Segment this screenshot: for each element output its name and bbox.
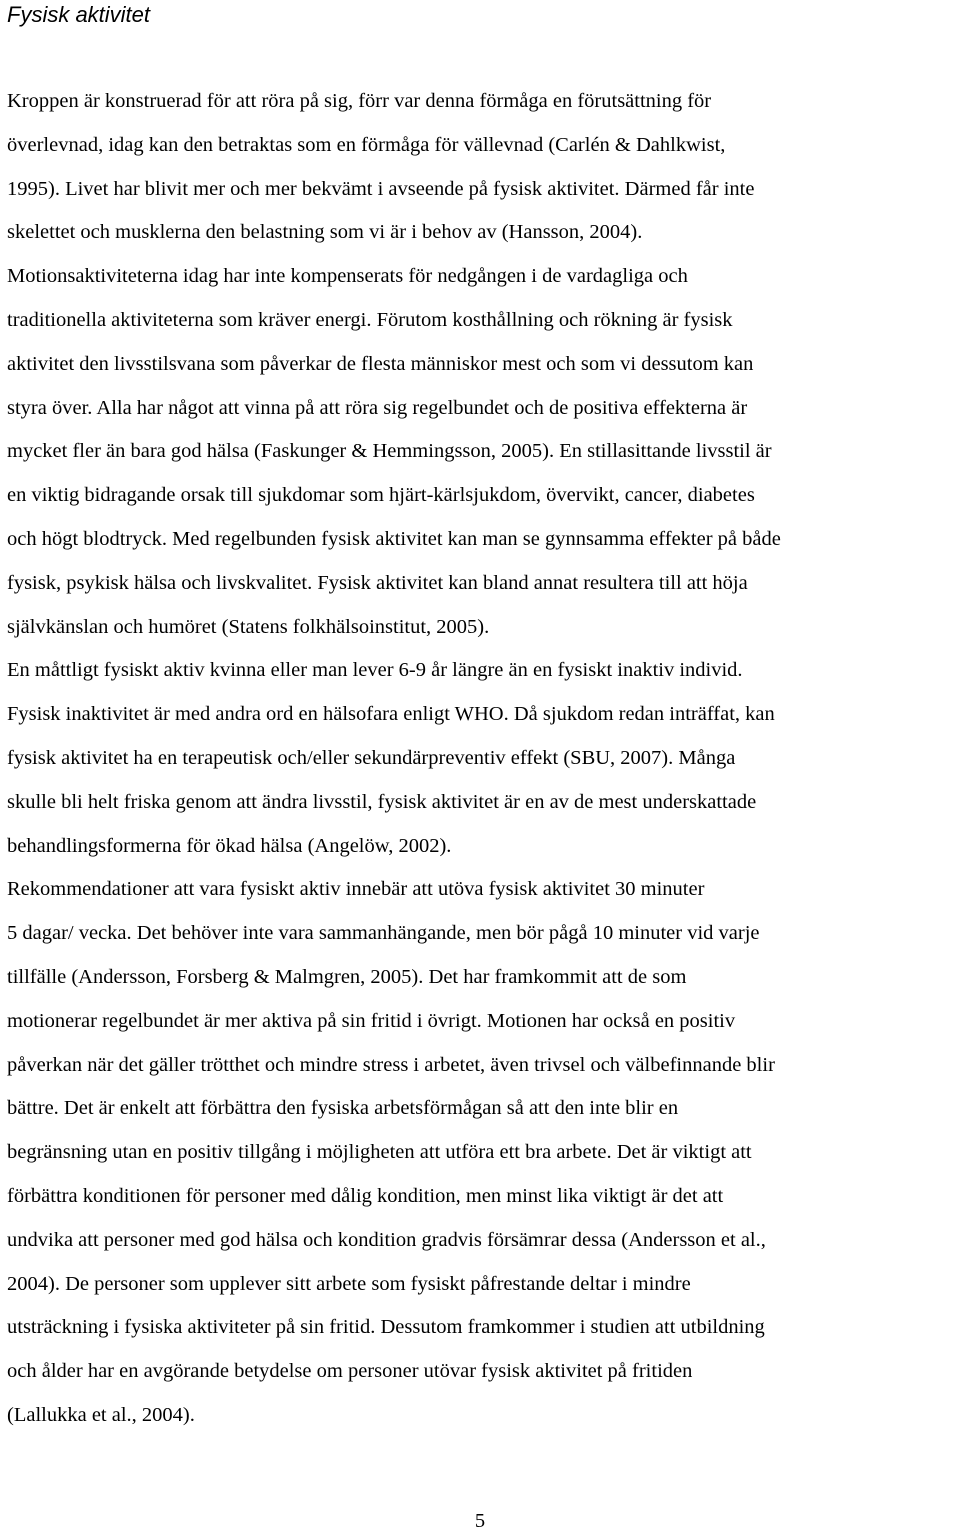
text-line: tillfälle (Andersson, Forsberg & Malmgren, 2005). Det har framkommit att de som <box>7 965 687 988</box>
text-line: en viktig bidragande orsak till sjukdomar som hjärt-kärlsjukdom, övervikt, cancer, diabetes <box>7 484 755 507</box>
text-line: Fysisk inaktivitet är med andra ord en hälsofara enligt WHO. Då sjukdom redan inträffat, kan <box>7 703 775 726</box>
text-line: skelettet och musklerna den belastning som vi är i behov av (Hansson, 2004). <box>7 221 643 244</box>
text-line: påverkan när det gäller trötthet och mindre stress i arbetet, även trivsel och välbefinnande blir <box>7 1053 775 1076</box>
section-heading: Fysisk aktivitet <box>7 2 151 27</box>
text-line: bättre. Det är enkelt att förbättra den fysiska arbetsförmågan så att den inte blir en <box>7 1097 679 1120</box>
text-line: traditionella aktiviteterna som kräver energi. Förutom kosthållning och rökning är fysisk <box>7 308 733 331</box>
page-number: 5 <box>474 1510 486 1532</box>
text-line: och högt blodtryck. Med regelbunden fysisk aktivitet kan man se gynnsamma effekter på både <box>7 527 781 550</box>
text-line: Rekommendationer att vara fysiskt aktiv innebär att utöva fysisk aktivitet 30 minuter <box>7 878 705 901</box>
text-line: begränsning utan en positiv tillgång i möjligheten att utföra ett bra arbete. Det är viktigt att <box>7 1141 752 1164</box>
text-line: förbättra konditionen för personer med dålig kondition, men minst lika viktigt är det att <box>7 1184 724 1207</box>
text-line: 5 dagar/ vecka. Det behöver inte vara sammanhängande, men bör pågå 10 minuter vid varje <box>7 922 760 945</box>
text-line: utsträckning i fysiska aktiviteter på sin fritid. Dessutom framkommer i studien att utbildning <box>7 1316 765 1339</box>
text-line: mycket fler än bara god hälsa (Faskunger & Hemmingsson, 2005). En stillasittande livsstil är <box>7 440 772 463</box>
text-line: (Lallukka et al., 2004). <box>7 1403 195 1426</box>
text-line: motionerar regelbundet är mer aktiva på sin fritid i övrigt. Motionen har också en positiv <box>7 1009 736 1032</box>
text-line: överlevnad, idag kan den betraktas som en förmåga för vällevnad (Carlén & Dahlkwist, <box>7 133 726 156</box>
text-line: skulle bli helt friska genom att ändra livsstil, fysisk aktivitet är en av de mest underskattade <box>7 790 757 813</box>
text-line: undvika att personer med god hälsa och kondition gradvis försämrar dessa (Andersson et al., <box>7 1228 766 1251</box>
text-line: självkänslan och humöret (Statens folkhälsoinstitut, 2005). <box>7 615 490 638</box>
text-line: 2004). De personer som upplever sitt arbete som fysiskt påfrestande deltar i mindre <box>7 1272 691 1295</box>
text-line: Motionsaktiviteterna idag har inte kompenserats för nedgången i de vardagliga och <box>7 265 688 288</box>
text-line: En måttligt fysiskt aktiv kvinna eller man lever 6-9 år längre än en fysiskt inaktiv individ. <box>7 659 743 682</box>
text-line: 1995). Livet har blivit mer och mer bekvämt i avseende på fysisk aktivitet. Därmed får inte <box>7 177 755 200</box>
text-line: aktivitet den livsstilsvana som påverkar de flesta människor mest och som vi dessutom kan <box>7 352 754 375</box>
text-line: Kroppen är konstruerad för att röra på sig, förr var denna förmåga en förutsättning för <box>7 90 712 112</box>
text-line: styra över. Alla har något att vinna på att röra sig regelbundet och de positiva effekterna är <box>7 396 748 419</box>
body-text <box>7 80 960 1438</box>
text-line: och ålder har en avgörande betydelse om personer utövar fysisk aktivitet på fritiden <box>7 1360 693 1383</box>
text-line: behandlingsformerna för ökad hälsa (Angelöw, 2002). <box>7 834 452 857</box>
text-line: fysisk aktivitet ha en terapeutisk och/eller sekundärpreventiv effekt (SBU, 2007). Många <box>7 746 736 769</box>
text-line: fysisk, psykisk hälsa och livskvalitet. Fysisk aktivitet kan bland annat resultera till att höja <box>7 571 748 594</box>
